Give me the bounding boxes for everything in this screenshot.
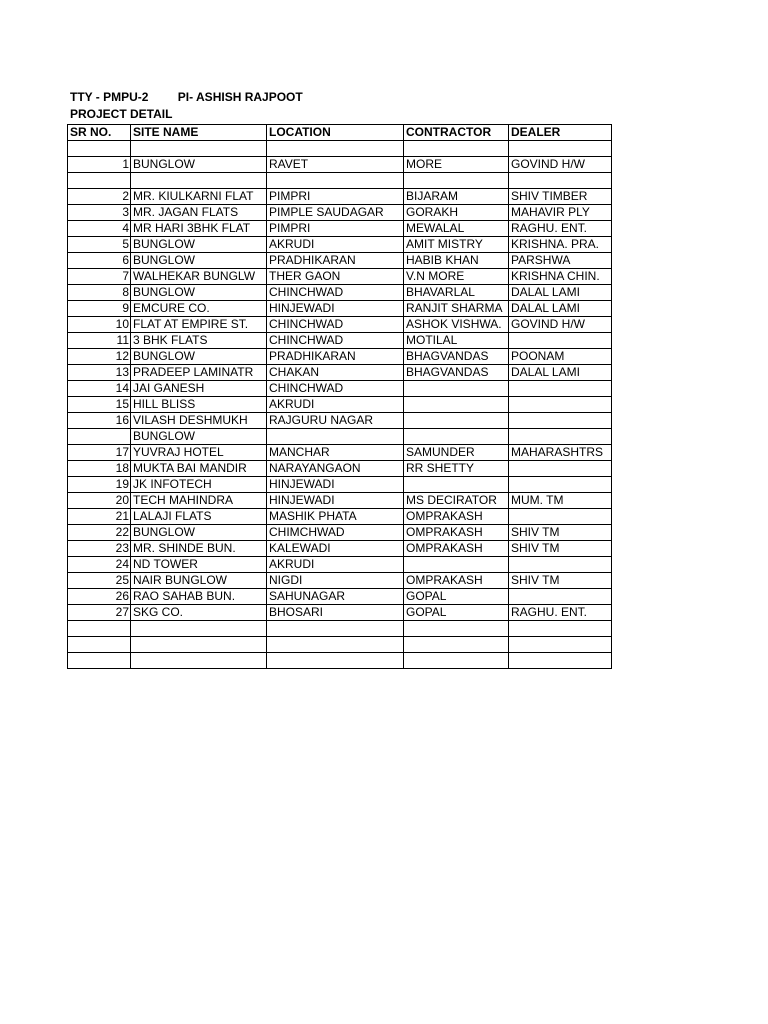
cell-dealer: MAHARASHTRS (509, 445, 612, 461)
cell-sr-no: 3 (68, 205, 131, 221)
table-body (68, 141, 612, 669)
cell-location: HINJEWADI (267, 493, 404, 509)
cell-site-name: HILL BLISS (131, 397, 267, 413)
cell-location: PIMPRI (267, 189, 404, 205)
cell-location (267, 621, 404, 637)
cell-sr-no: 11 (68, 333, 131, 349)
cell-location: SAHUNAGAR (267, 589, 404, 605)
cell-contractor: GORAKH (404, 205, 509, 221)
cell-dealer: DALAL LAMI (509, 365, 612, 381)
cell-dealer: PARSHWA (509, 253, 612, 269)
cell-contractor: BIJARAM (404, 189, 509, 205)
cell-location: KALEWADI (267, 541, 404, 557)
table-row (68, 317, 612, 333)
cell-sr-no: 21 (68, 509, 131, 525)
cell-dealer: RAGHU. ENT. (509, 221, 612, 237)
cell-site-name: MR. JAGAN FLATS (131, 205, 267, 221)
cell-dealer (509, 557, 612, 573)
cell-contractor (404, 621, 509, 637)
cell-site-name (131, 653, 267, 669)
cell-dealer: MAHAVIR PLY (509, 205, 612, 221)
table-row (68, 653, 612, 669)
cell-contractor (404, 477, 509, 493)
cell-location: NIGDI (267, 573, 404, 589)
cell-contractor: OMPRAKASH (404, 573, 509, 589)
cell-site-name: BUNGLOW (131, 525, 267, 541)
table-row (68, 349, 612, 365)
cell-contractor: BHAGVANDAS (404, 349, 509, 365)
table-row (68, 573, 612, 589)
table-row (68, 141, 612, 157)
cell-location (267, 653, 404, 669)
cell-location: NARAYANGAON (267, 461, 404, 477)
table-row (68, 637, 612, 653)
cell-contractor: GOPAL (404, 605, 509, 621)
cell-dealer (509, 397, 612, 413)
table-row (68, 445, 612, 461)
cell-sr-no (68, 637, 131, 653)
document-title (70, 90, 303, 104)
cell-location: THER GAON (267, 269, 404, 285)
cell-contractor: ASHOK VISHWA. (404, 317, 509, 333)
table-row (68, 541, 612, 557)
col-header-location: LOCATION (267, 125, 404, 141)
cell-contractor (404, 141, 509, 157)
cell-contractor (404, 381, 509, 397)
cell-sr-no: 1 (68, 157, 131, 173)
cell-location: CHIMCHWAD (267, 525, 404, 541)
cell-contractor (404, 557, 509, 573)
cell-site-name (131, 621, 267, 637)
cell-contractor: RR SHETTY (404, 461, 509, 477)
cell-dealer (509, 429, 612, 445)
cell-dealer (509, 173, 612, 189)
cell-dealer: SHIV TM (509, 541, 612, 557)
cell-location: MANCHAR (267, 445, 404, 461)
cell-site-name: SKG CO. (131, 605, 267, 621)
cell-dealer: MUM. TM (509, 493, 612, 509)
cell-location: CHINCHWAD (267, 317, 404, 333)
cell-contractor (404, 429, 509, 445)
cell-site-name: MR HARI 3BHK FLAT (131, 221, 267, 237)
cell-sr-no: 25 (68, 573, 131, 589)
cell-location: HINJEWADI (267, 477, 404, 493)
cell-dealer (509, 413, 612, 429)
cell-dealer: KRISHNA. PRA. (509, 237, 612, 253)
cell-contractor: GOPAL (404, 589, 509, 605)
cell-site-name: EMCURE CO. (131, 301, 267, 317)
cell-site-name: RAO SAHAB BUN. (131, 589, 267, 605)
table-row (68, 301, 612, 317)
cell-sr-no: 15 (68, 397, 131, 413)
cell-dealer (509, 621, 612, 637)
title-text: TTY - PMPU-2 (70, 90, 149, 104)
cell-sr-no: 20 (68, 493, 131, 509)
table-row (68, 237, 612, 253)
cell-sr-no (68, 173, 131, 189)
cell-sr-no: 22 (68, 525, 131, 541)
cell-site-name (131, 141, 267, 157)
cell-site-name (131, 173, 267, 189)
table-row (68, 381, 612, 397)
table-row (68, 157, 612, 173)
table-row (68, 413, 612, 429)
cell-dealer: SHIV TM (509, 525, 612, 541)
table-row (68, 477, 612, 493)
cell-sr-no: 17 (68, 445, 131, 461)
cell-sr-no: 14 (68, 381, 131, 397)
cell-site-name: BUNGLOW (131, 157, 267, 173)
table-row (68, 221, 612, 237)
cell-sr-no: 6 (68, 253, 131, 269)
cell-sr-no: 19 (68, 477, 131, 493)
cell-location: PRADHIKARAN (267, 349, 404, 365)
cell-contractor (404, 413, 509, 429)
cell-dealer: POONAM (509, 349, 612, 365)
cell-contractor: MORE (404, 157, 509, 173)
table-row (68, 461, 612, 477)
cell-location: CHINCHWAD (267, 333, 404, 349)
cell-location (267, 141, 404, 157)
table-row (68, 509, 612, 525)
cell-sr-no: 13 (68, 365, 131, 381)
cell-dealer (509, 509, 612, 525)
cell-site-name (131, 637, 267, 653)
cell-sr-no: 7 (68, 269, 131, 285)
cell-contractor: BHAGVANDAS (404, 365, 509, 381)
cell-location (267, 429, 404, 445)
cell-sr-no: 18 (68, 461, 131, 477)
cell-contractor: AMIT MISTRY (404, 237, 509, 253)
cell-site-name: JAI GANESH (131, 381, 267, 397)
cell-dealer: GOVIND H/W (509, 317, 612, 333)
cell-location: CHAKAN (267, 365, 404, 381)
cell-site-name: MUKTA BAI MANDIR (131, 461, 267, 477)
cell-location: RAJGURU NAGAR (267, 413, 404, 429)
cell-contractor: OMPRAKASH (404, 525, 509, 541)
cell-site-name: BUNGLOW (131, 285, 267, 301)
cell-site-name: BUNGLOW (131, 349, 267, 365)
cell-location: CHINCHWAD (267, 285, 404, 301)
cell-dealer (509, 333, 612, 349)
cell-dealer: DALAL LAMI (509, 301, 612, 317)
col-header-sr-no: SR NO. (68, 125, 131, 141)
cell-site-name: VILASH DESHMUKH (131, 413, 267, 429)
cell-location (267, 637, 404, 653)
cell-dealer: DALAL LAMI (509, 285, 612, 301)
cell-contractor: V.N MORE (404, 269, 509, 285)
cell-contractor: OMPRAKASH (404, 509, 509, 525)
cell-sr-no: 9 (68, 301, 131, 317)
table-row (68, 589, 612, 605)
table-row (68, 333, 612, 349)
cell-sr-no: 5 (68, 237, 131, 253)
document-subtitle: PROJECT DETAIL (70, 107, 173, 121)
cell-location: PIMPRI (267, 221, 404, 237)
cell-sr-no (68, 141, 131, 157)
cell-location: CHINCHWAD (267, 381, 404, 397)
cell-sr-no: 24 (68, 557, 131, 573)
cell-location: PRADHIKARAN (267, 253, 404, 269)
cell-location: BHOSARI (267, 605, 404, 621)
cell-contractor: SAMUNDER (404, 445, 509, 461)
cell-contractor (404, 653, 509, 669)
cell-site-name: FLAT AT EMPIRE ST. (131, 317, 267, 333)
cell-sr-no (68, 621, 131, 637)
table-row (68, 365, 612, 381)
cell-dealer (509, 381, 612, 397)
cell-location: PIMPLE SAUDAGAR (267, 205, 404, 221)
cell-site-name: TECH MAHINDRA (131, 493, 267, 509)
table-row (68, 525, 612, 541)
cell-site-name: NAIR BUNGLOW (131, 573, 267, 589)
table-row (68, 269, 612, 285)
table-row (68, 605, 612, 621)
cell-contractor (404, 397, 509, 413)
cell-dealer: SHIV TIMBER (509, 189, 612, 205)
cell-site-name: MR. SHINDE BUN. (131, 541, 267, 557)
cell-location: MASHIK PHATA (267, 509, 404, 525)
cell-site-name: ND TOWER (131, 557, 267, 573)
cell-dealer (509, 461, 612, 477)
cell-contractor: HABIB KHAN (404, 253, 509, 269)
cell-contractor (404, 173, 509, 189)
cell-contractor: RANJIT SHARMA (404, 301, 509, 317)
cell-contractor: BHAVARLAL (404, 285, 509, 301)
cell-site-name: MR. KIULKARNI FLAT (131, 189, 267, 205)
table-row (68, 557, 612, 573)
cell-site-name: YUVRAJ HOTEL (131, 445, 267, 461)
cell-sr-no: 2 (68, 189, 131, 205)
project-table (67, 124, 612, 669)
cell-dealer (509, 589, 612, 605)
cell-sr-no: 12 (68, 349, 131, 365)
table-row (68, 189, 612, 205)
cell-sr-no: 4 (68, 221, 131, 237)
cell-site-name: 3 BHK FLATS (131, 333, 267, 349)
cell-sr-no (68, 429, 131, 445)
table-row (68, 253, 612, 269)
col-header-contractor: CONTRACTOR (404, 125, 509, 141)
cell-dealer: KRISHNA CHIN. (509, 269, 612, 285)
table-row (68, 173, 612, 189)
cell-dealer: RAGHU. ENT. (509, 605, 612, 621)
table-row (68, 429, 612, 445)
cell-sr-no: 16 (68, 413, 131, 429)
table-row (68, 285, 612, 301)
cell-sr-no: 26 (68, 589, 131, 605)
table-row (68, 205, 612, 221)
cell-location (267, 173, 404, 189)
cell-location: HINJEWADI (267, 301, 404, 317)
cell-sr-no: 23 (68, 541, 131, 557)
cell-location: RAVET (267, 157, 404, 173)
cell-sr-no (68, 653, 131, 669)
cell-site-name: BUNGLOW (131, 237, 267, 253)
cell-dealer (509, 653, 612, 669)
cell-location: AKRUDI (267, 397, 404, 413)
header-row (68, 125, 612, 141)
cell-contractor: MEWALAL (404, 221, 509, 237)
col-header-dealer: DEALER (509, 125, 612, 141)
cell-dealer: SHIV TM (509, 573, 612, 589)
cell-dealer (509, 141, 612, 157)
col-header-site-name: SITE NAME (131, 125, 267, 141)
table-row (68, 493, 612, 509)
cell-site-name: BUNGLOW (131, 253, 267, 269)
cell-sr-no: 8 (68, 285, 131, 301)
pi-name: PI- ASHISH RAJPOOT (177, 90, 303, 104)
cell-site-name: JK INFOTECH (131, 477, 267, 493)
cell-contractor: OMPRAKASH (404, 541, 509, 557)
cell-site-name: LALAJI FLATS (131, 509, 267, 525)
cell-location: AKRUDI (267, 237, 404, 253)
cell-sr-no: 27 (68, 605, 131, 621)
table-row (68, 397, 612, 413)
cell-sr-no: 10 (68, 317, 131, 333)
cell-dealer (509, 637, 612, 653)
table-row (68, 621, 612, 637)
cell-site-name: BUNGLOW (131, 429, 267, 445)
cell-contractor: MOTILAL (404, 333, 509, 349)
cell-location: AKRUDI (267, 557, 404, 573)
cell-dealer: GOVIND H/W (509, 157, 612, 173)
cell-dealer (509, 477, 612, 493)
cell-contractor: MS DECIRATOR (404, 493, 509, 509)
cell-contractor (404, 637, 509, 653)
cell-site-name: WALHEKAR BUNGLW (131, 269, 267, 285)
cell-site-name: PRADEEP LAMINATR (131, 365, 267, 381)
